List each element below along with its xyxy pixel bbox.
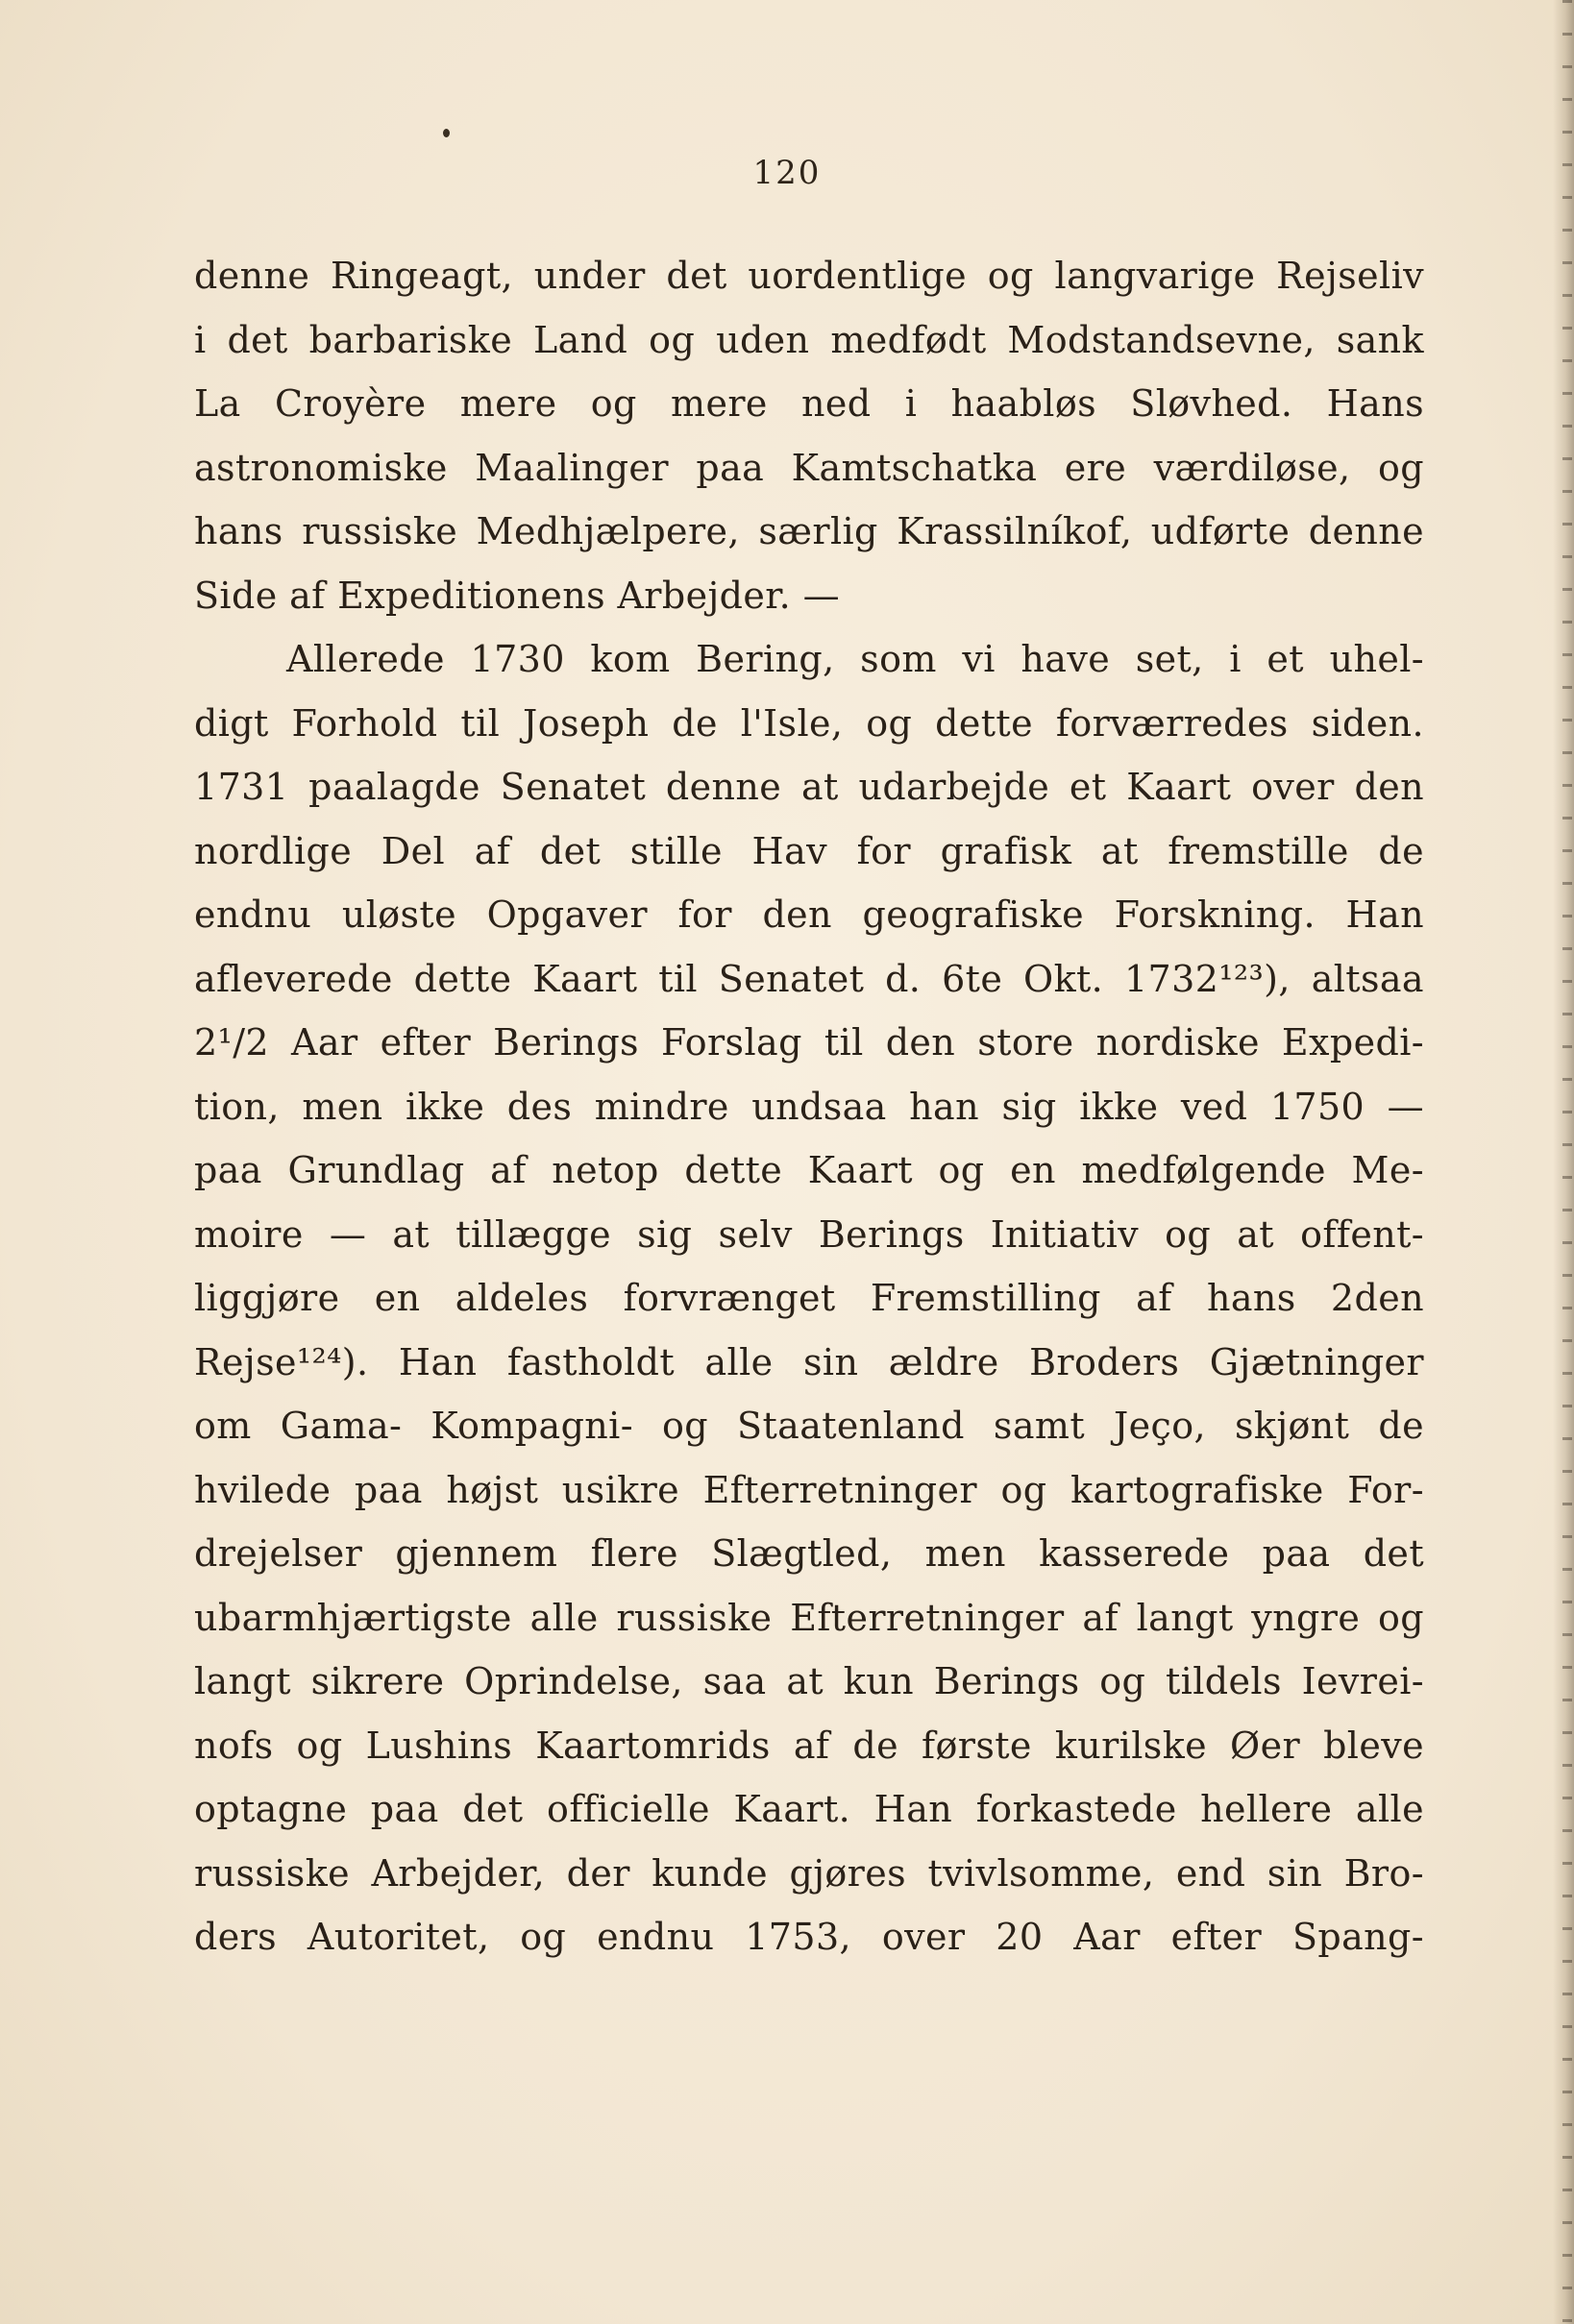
- text-line: digt Forhold til Joseph de l'Isle, og dette forværredes siden.: [194, 701, 1424, 745]
- text-line: ders Autoritet, og endnu 1753, over 20 Aar efter Spang-: [194, 1916, 1424, 1958]
- text-line: om Gama- Kompagni- og Staatenland samt Jeço, skjønt de: [194, 1405, 1424, 1447]
- text-line: moire — at tillægge sig selv Berings Initiativ og at offent-: [194, 1212, 1424, 1256]
- text-line: i det barbariske Land og uden medfødt Modstandsevne, sank: [194, 318, 1424, 361]
- text-line: paa Grundlag af netop dette Kaart og en medfølgende Me-: [194, 1149, 1424, 1191]
- text-line: hvilede paa højst usikre Efterretninger og kartografiske For-: [194, 1468, 1424, 1511]
- text-line: 2¹/2 Aar efter Berings Forslag til den store nordiske Expedi-: [194, 1021, 1424, 1064]
- ink-dot-mark: [443, 129, 450, 137]
- text-line: liggjøre en aldeles forvrænget Fremstilling af hans 2den: [194, 1277, 1424, 1319]
- text-line: nordlige Del af det stille Hav for grafisk at fremstille de: [194, 829, 1424, 872]
- text-line: langt sikrere Oprindelse, saa at kun Berings og tildels Ievrei-: [194, 1660, 1424, 1702]
- text-line: nofs og Lushins Kaartomrids af de første kurilske Øer bleve: [194, 1724, 1424, 1767]
- text-line: endnu uløste Opgaver for den geografiske Forskning. Han: [194, 893, 1424, 936]
- text-line: 1731 paalagde Senatet denne at udarbejde et Kaart over den: [194, 766, 1424, 808]
- text-line: Rejse¹²⁴). Han fastholdt alle sin ældre Broders Gjætninger: [194, 1340, 1424, 1383]
- body-text: [194, 244, 1424, 1969]
- text-line: russiske Arbejder, der kunde gjøres tvivlsomme, end sin Bro-: [194, 1851, 1424, 1895]
- text-line: La Croyère mere og mere ned i haabløs Sløvhed. Hans: [194, 382, 1424, 425]
- text-line: astronomiske Maalinger paa Kamtschatka ere værdiløse, og: [194, 446, 1424, 489]
- text-line: denne Ringeagt, under det uordentlige og langvarige Rejseliv: [194, 255, 1424, 297]
- text-line: drejelser gjennem flere Slægtled, men kasserede paa det: [194, 1532, 1424, 1575]
- text-line: ubarmhjærtigste alle russiske Efterretninger af langt yngre og: [194, 1596, 1424, 1639]
- text-line: tion, men ikke des mindre undsaa han sig ikke ved 1750 —: [194, 1085, 1424, 1128]
- page-number: 120: [752, 154, 822, 192]
- text-line: afleverede dette Kaart til Senatet d. 6te Okt. 1732¹²³), altsaa: [194, 957, 1424, 1000]
- text-line: hans russiske Medhjælpere, særlig Krassilníkof, udførte denne: [194, 510, 1424, 552]
- paragraph-start-line: Allerede 1730 kom Bering, som vi have set, i et uhel-: [286, 638, 1424, 680]
- paragraph-end-line: Side af Expeditionens Arbejder. —: [194, 574, 841, 617]
- text-line: optagne paa det officielle Kaart. Han forkastede hellere alle: [194, 1788, 1424, 1830]
- page-edge-marks: [1562, 0, 1572, 2324]
